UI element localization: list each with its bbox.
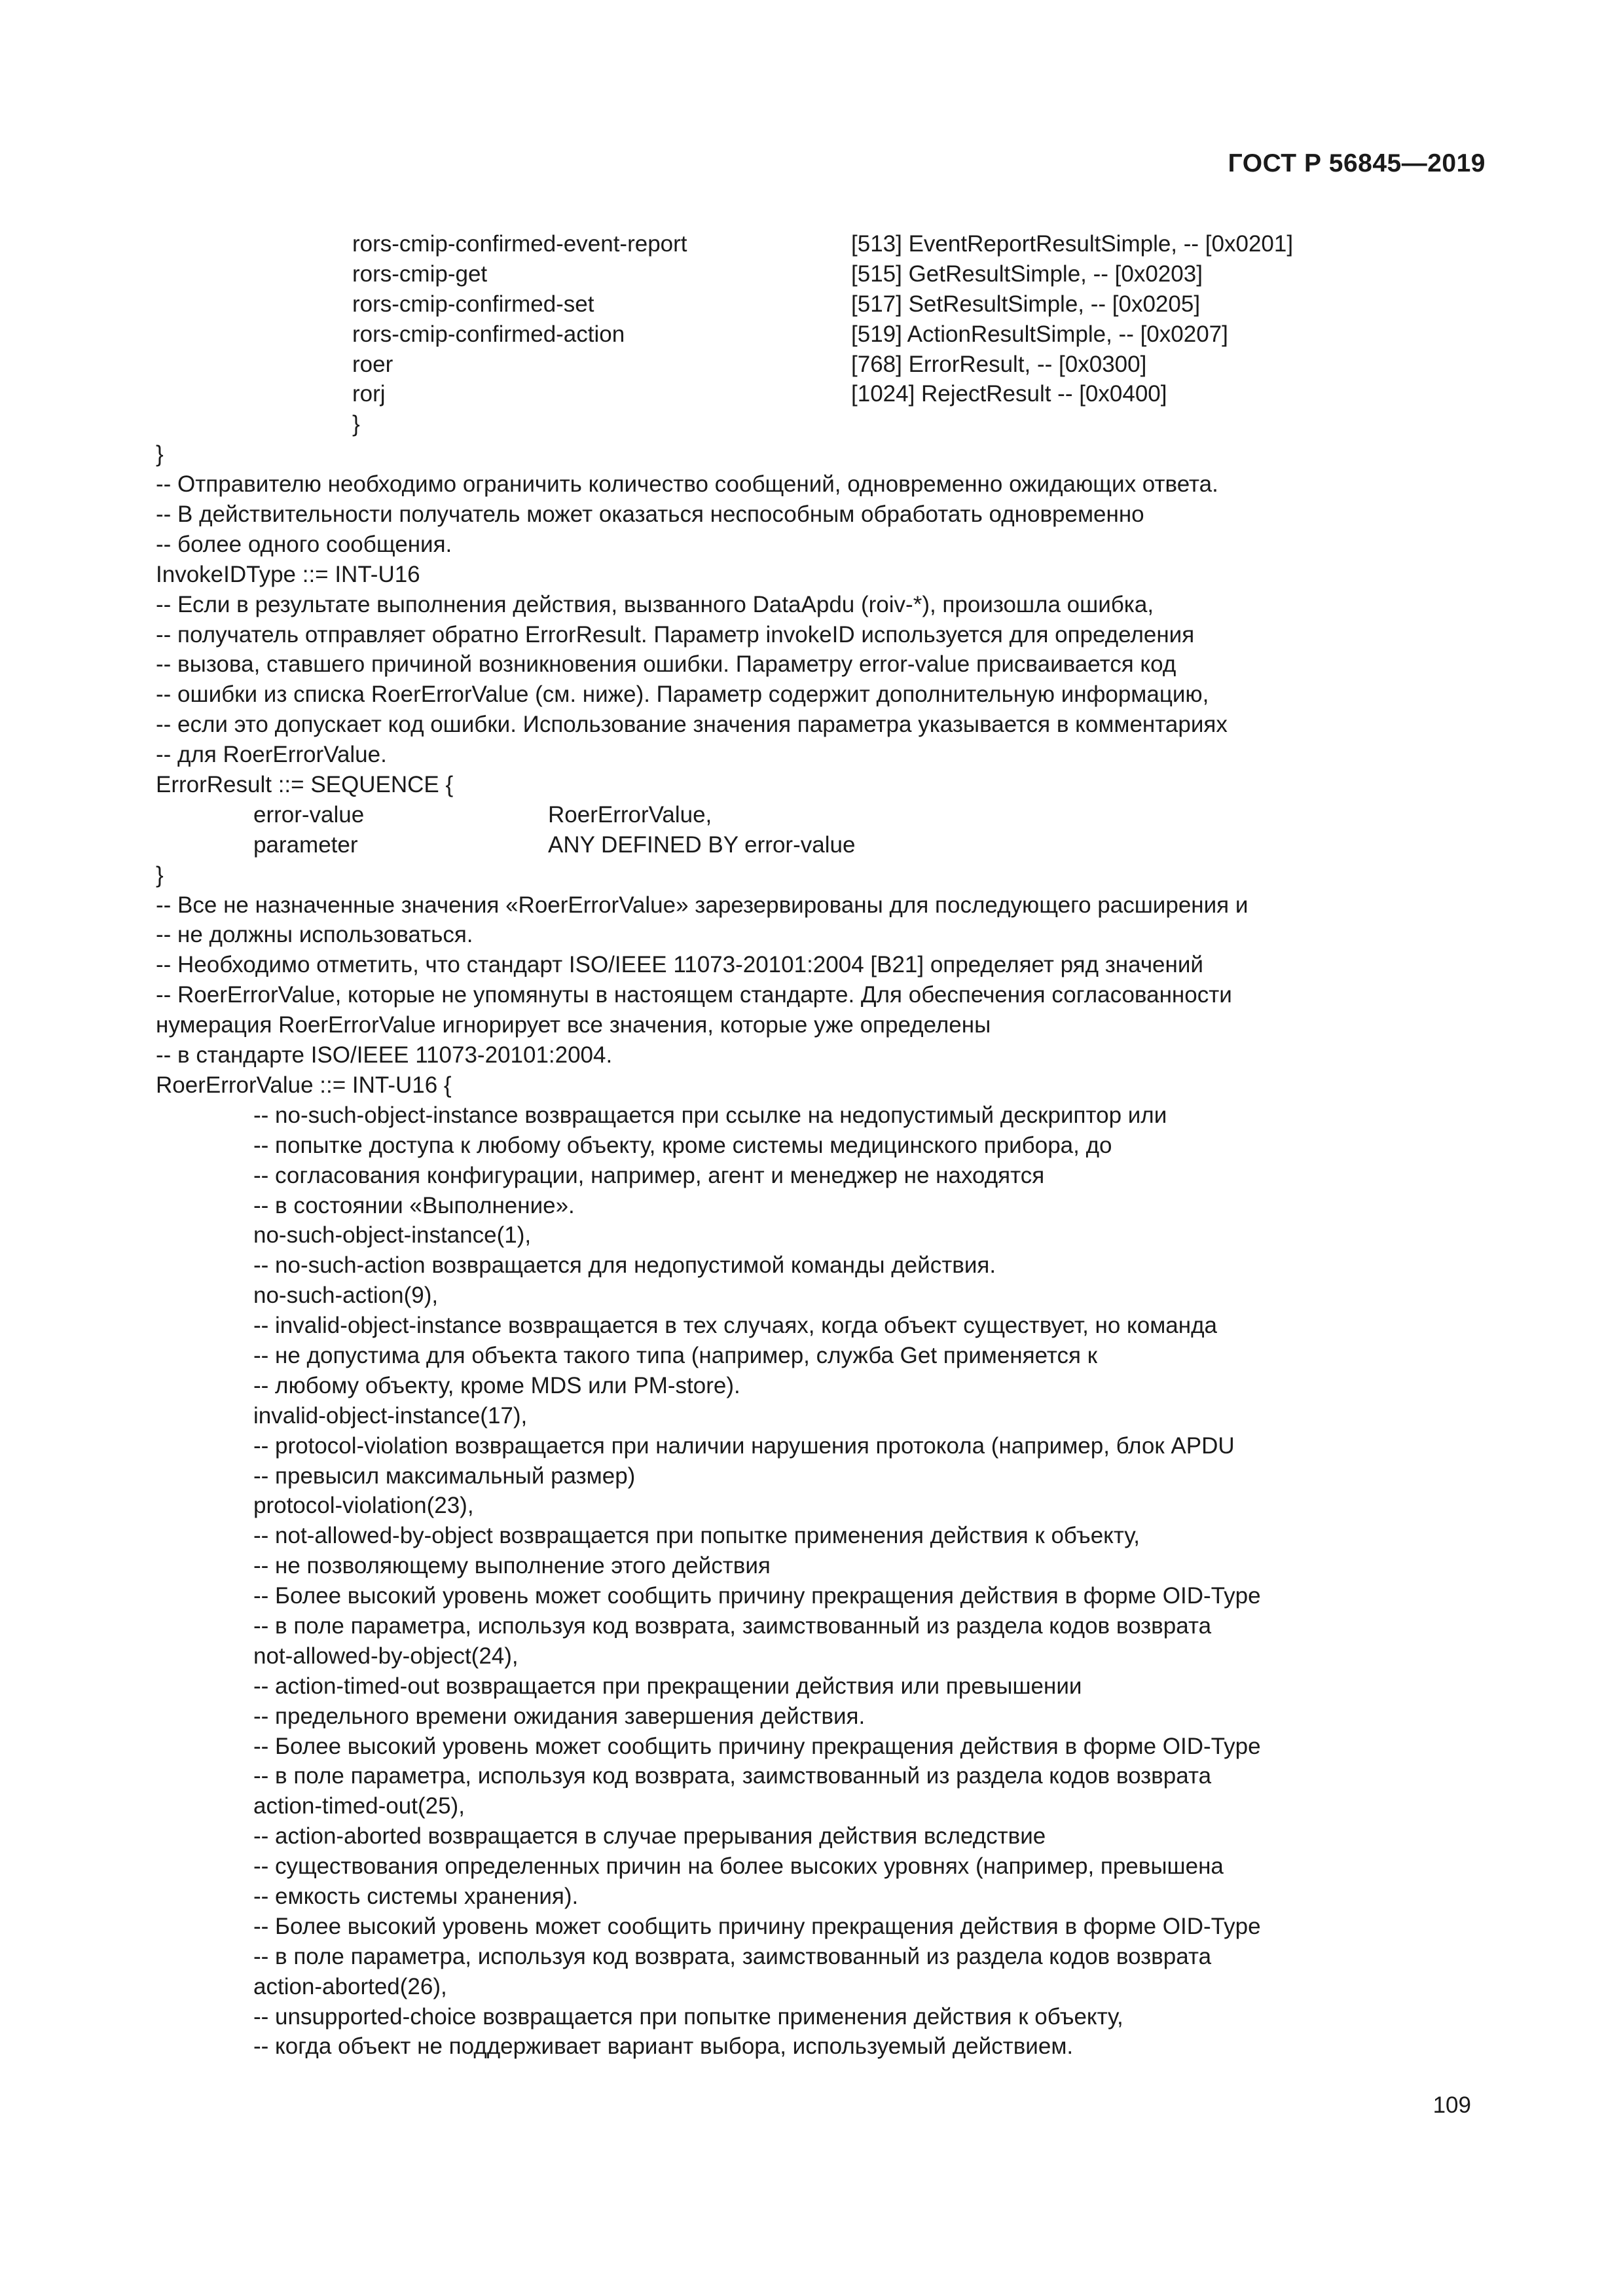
code-line: -- согласования конфигурации, например, агент и менеджер не находятся [253,1162,1045,1188]
code-line: -- не позволяющему выполнение этого действия [253,1553,771,1579]
choice-name: roer [352,351,393,377]
choice-name: rors-cmip-get [352,261,488,287]
code-line: -- предельного времени ожидания завершения действия. [253,1703,866,1729]
document-id-header: ГОСТ Р 56845—2019 [1228,149,1486,177]
code-line: -- Все не назначенные значения «RoerErrorValue» зарезервированы для последующего расширения и [156,892,1249,918]
code-line: -- для RoerErrorValue. [156,742,387,768]
field-name: parameter [253,831,358,858]
code-line: RoerErrorValue ::= INT-U16 { [156,1072,452,1098]
table-row [156,259,1498,289]
code-line: -- получатель отправляет обратно ErrorResult. Параметр invokeID используется для определения [156,621,1195,647]
code-line: -- не должны использоваться. [156,922,473,948]
code-line: -- invalid-object-instance возвращается в тех случаях, когда объект существует, но команда [253,1313,1217,1339]
code-line: -- В действительности получатель может оказаться неспособным обработать одновременно [156,501,1144,528]
sequence-field [156,800,1498,830]
code-line: -- более одного сообщения. [156,531,452,557]
code-line: -- попытке доступа к любому объекту, кроме системы медицинского прибора, до [253,1132,1112,1158]
code-line: InvokeIDType ::= INT-U16 [156,561,420,587]
sequence-field [156,830,1498,860]
code-line: action-timed-out(25), [253,1793,465,1819]
choice-value: [513] EventReportResultSimple, -- [0x0201] [851,231,1294,257]
invoke-id-and-error-result-block [156,469,1498,800]
asn1-code-listing [156,229,1498,2062]
code-line: -- Если в результате выполнения действия, вызванного DataApdu (roiv-*), произошла ошибка, [156,591,1154,617]
roer-error-value-list [156,1101,1498,2062]
code-line: -- no-such-action возвращается для недопустимой команды действия. [253,1252,996,1279]
code-line: -- unsupported-choice возвращается при попытке применения действия к объекту, [253,2003,1123,2030]
code-line: -- вызова, ставшего причиной возникновения ошибки. Параметру error-value присваивается код [156,651,1176,678]
code-line: -- не допустима для объекта такого типа (например, служба Get применяется к [253,1342,1098,1368]
closing-brace: } [352,411,360,437]
choice-name: rors-cmip-confirmed-action [352,321,625,347]
choice-name: rors-cmip-confirmed-event-report [352,231,687,257]
code-line: -- Более высокий уровень может сообщить причину прекращения действия в форме OID-Type [253,1583,1261,1609]
code-line: -- Отправителю необходимо ограничить количество сообщений, одновременно ожидающих ответа. [156,471,1218,498]
code-line: action-aborted(26), [253,1973,447,1999]
code-line: -- no-such-object-instance возвращается при ссылке на недопустимый дескриптор или [253,1102,1167,1128]
closing-brace: } [156,862,164,888]
code-line: no-such-object-instance(1), [253,1222,532,1248]
choice-value: [517] SetResultSimple, -- [0x0205] [851,291,1201,317]
closing-brace: } [156,441,164,467]
code-line: invalid-object-instance(17), [253,1402,528,1429]
code-line: -- если это допускает код ошибки. Использование значения параметра указывается в комментариях [156,712,1228,738]
code-line: -- существования определенных причин на более высоких уровнях (например, превышена [253,1853,1224,1880]
code-line: -- action-aborted возвращается в случае прерывания действия вследствие [253,1823,1046,1850]
result-choice-table [156,229,1498,439]
choice-name: rors-cmip-confirmed-set [352,291,594,317]
code-line: -- RoerErrorValue, которые не упомянуты в настоящем стандарте. Для обеспечения согласованности [156,982,1232,1008]
code-line: -- в состоянии «Выполнение». [253,1192,575,1218]
table-row [156,379,1498,409]
table-row [156,350,1498,380]
code-line: not-allowed-by-object(24), [253,1643,519,1669]
code-line: нумерация RoerErrorValue игнорирует все значения, которые уже определены [156,1012,991,1038]
code-line: -- protocol-violation возвращается при наличии нарушения протокола (например, блок APDU [253,1432,1235,1459]
choice-value: [1024] RejectResult -- [0x0400] [851,381,1167,407]
table-row [156,319,1498,350]
field-type: RoerErrorValue, [548,801,712,828]
code-line: -- емкость системы хранения). [253,1883,579,1909]
code-line: -- Необходимо отметить, что стандарт ISO/IEEE 11073-20101:2004 [B21] определяет ряд значений [156,952,1203,978]
table-row [156,229,1498,259]
code-line: -- action-timed-out возвращается при прекращении действия или превышении [253,1673,1082,1699]
choice-value: [515] GetResultSimple, -- [0x0203] [851,261,1203,287]
code-line: -- в стандарте ISO/IEEE 11073-20101:2004. [156,1042,613,1068]
field-name: error-value [253,801,365,828]
code-line: -- в поле параметра, используя код возврата, заимствованный из раздела кодов возврата [253,1943,1212,1969]
choice-value: [768] ErrorResult, -- [0x0300] [851,351,1147,377]
choice-name: rorj [352,381,386,407]
code-line: no-such-action(9), [253,1283,439,1309]
code-line: -- not-allowed-by-object возвращается при попытке применения действия к объекту, [253,1523,1140,1549]
code-line: -- когда объект не поддерживает вариант выбора, используемый действием. [253,2033,1074,2060]
code-line: -- в поле параметра, используя код возврата, заимствованный из раздела кодов возврата [253,1613,1212,1639]
page-number: 109 [1432,2092,1471,2118]
code-line: -- в поле параметра, используя код возврата, заимствованный из раздела кодов возврата [253,1763,1212,1789]
code-line: -- Более высокий уровень может сообщить причину прекращения действия в форме OID-Type [253,1733,1261,1759]
code-line: -- любому объекту, кроме MDS или PM-store). [253,1372,740,1398]
roer-error-value-intro [156,890,1498,1101]
table-row [156,289,1498,319]
error-result-fields [156,800,1498,860]
code-line: -- Более высокий уровень может сообщить причину прекращения действия в форме OID-Type [253,1913,1261,1939]
choice-value: [519] ActionResultSimple, -- [0x0207] [851,321,1228,347]
code-line: -- превысил максимальный размер) [253,1463,636,1489]
code-line: -- ошибки из списка RoerErrorValue (см. ниже). Параметр содержит дополнительную информацию, [156,682,1209,708]
field-type: ANY DEFINED BY error-value [548,831,856,858]
code-line: protocol-violation(23), [253,1493,474,1519]
code-line: ErrorResult ::= SEQUENCE { [156,772,454,798]
